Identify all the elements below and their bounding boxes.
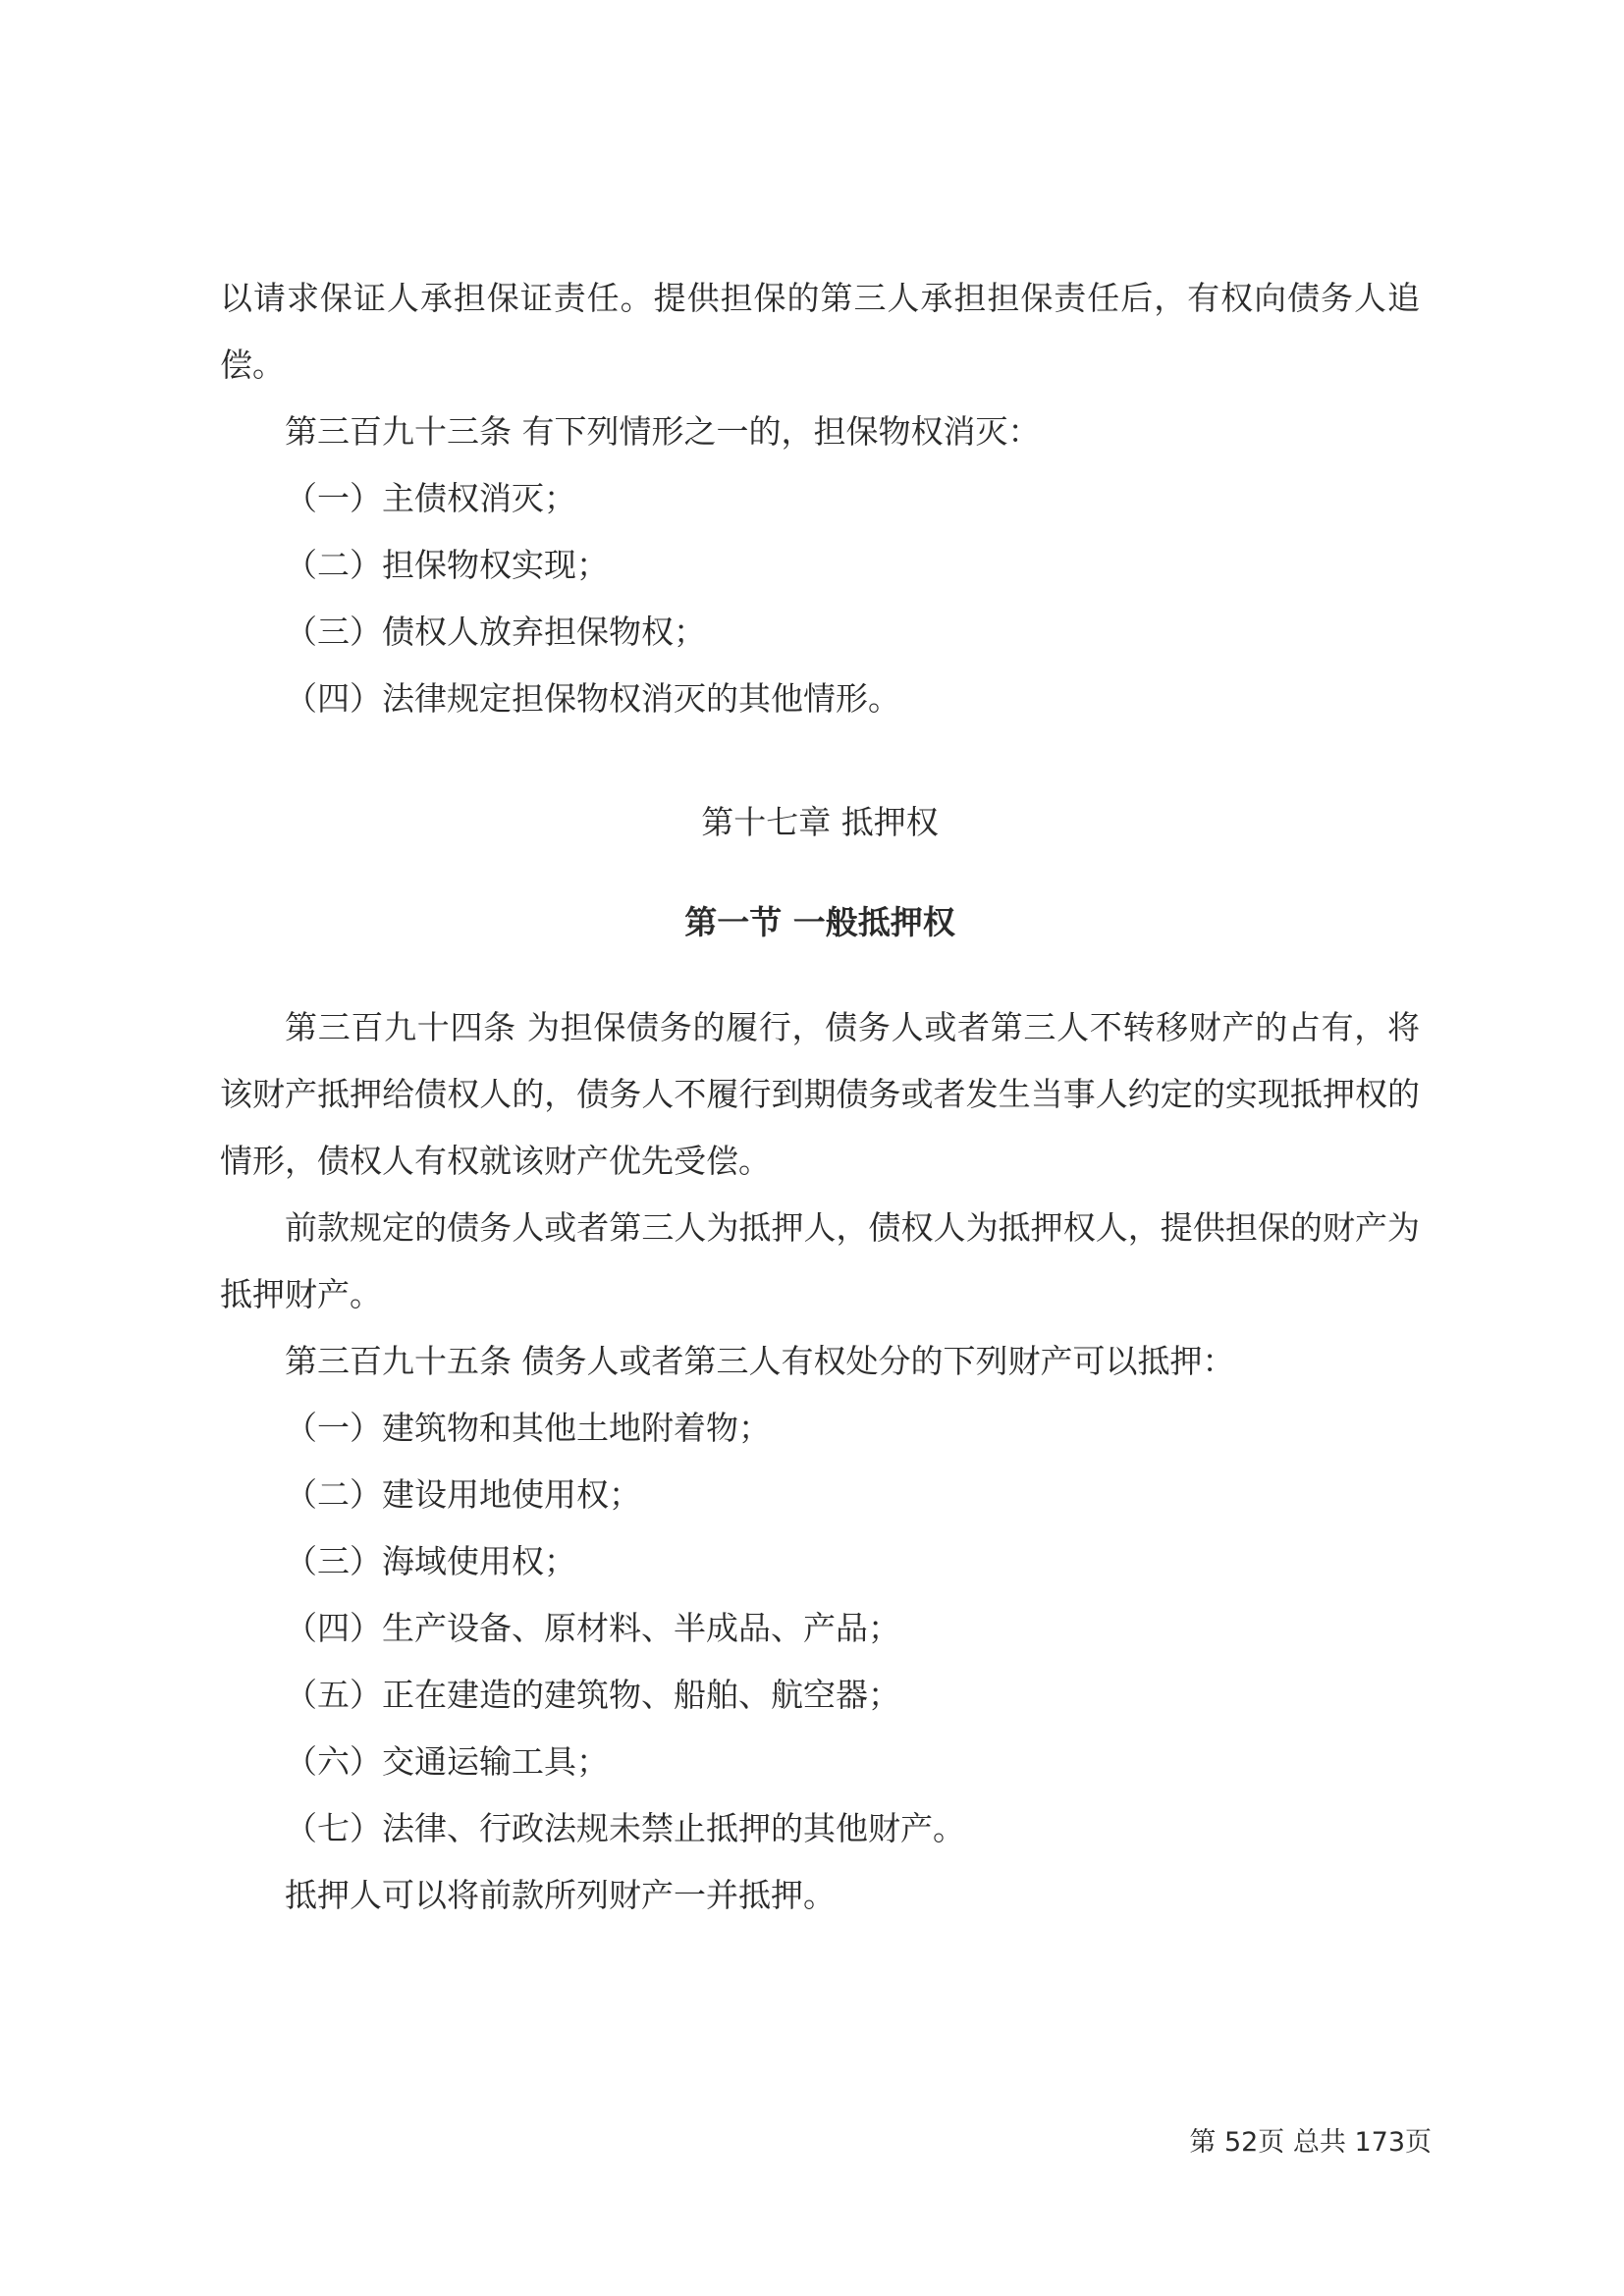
list-item: （一）主债权消灭； — [285, 479, 576, 517]
list-item: （二）建设用地使用权； — [285, 1475, 641, 1514]
article-394-paragraph-2: 前款规定的债务人或者第三人为抵押人，债权人为抵押权人，提供担保的财产为抵押财产。 — [220, 1208, 1420, 1313]
list-item: （六）交通运输工具； — [285, 1742, 609, 1781]
list-item: （三）债权人放弃担保物权； — [285, 613, 706, 651]
article-395-intro: 第三百九十五条 债务人或者第三人有权处分的下列财产可以抵押： — [285, 1342, 1235, 1380]
list-item: （二）担保物权实现； — [285, 546, 609, 584]
page-number-footer: 第 52页 总共 173页 — [1189, 2127, 1432, 2158]
paragraph-continuation: 以请求保证人承担保证责任。提供担保的第三人承担担保责任后，有权向债务人追偿。 — [220, 279, 1420, 384]
list-item: （三）海域使用权； — [285, 1542, 576, 1580]
article-395-closing: 抵押人可以将前款所列财产一并抵押。 — [285, 1876, 836, 1914]
article-394: 第三百九十四条 为担保债务的履行，债务人或者第三人不转移财产的占有，将该财产抵押给债权人的，债务人不履行到期债务或者发生当事人约定的实现抵押权的情形，债权人有权就该财产优先受偿。 — [220, 1008, 1420, 1180]
text-block-top — [220, 265, 1420, 732]
text-block-main — [220, 994, 1420, 1929]
list-item: （四）生产设备、原材料、半成品、产品； — [285, 1609, 900, 1647]
list-item: （一）建筑物和其他土地附着物； — [285, 1409, 771, 1447]
list-item: （四）法律规定担保物权消灭的其他情形。 — [285, 679, 900, 718]
chapter-title: 第十七章 抵押权 — [701, 803, 939, 841]
section-title: 第一节 一般抵押权 — [684, 903, 955, 941]
list-item: （七）法律、行政法规未禁止抵押的其他财产。 — [285, 1809, 965, 1847]
article-393-intro: 第三百九十三条 有下列情形之一的，担保物权消灭： — [285, 412, 1041, 451]
list-item: （五）正在建造的建筑物、船舶、航空器； — [285, 1676, 900, 1714]
